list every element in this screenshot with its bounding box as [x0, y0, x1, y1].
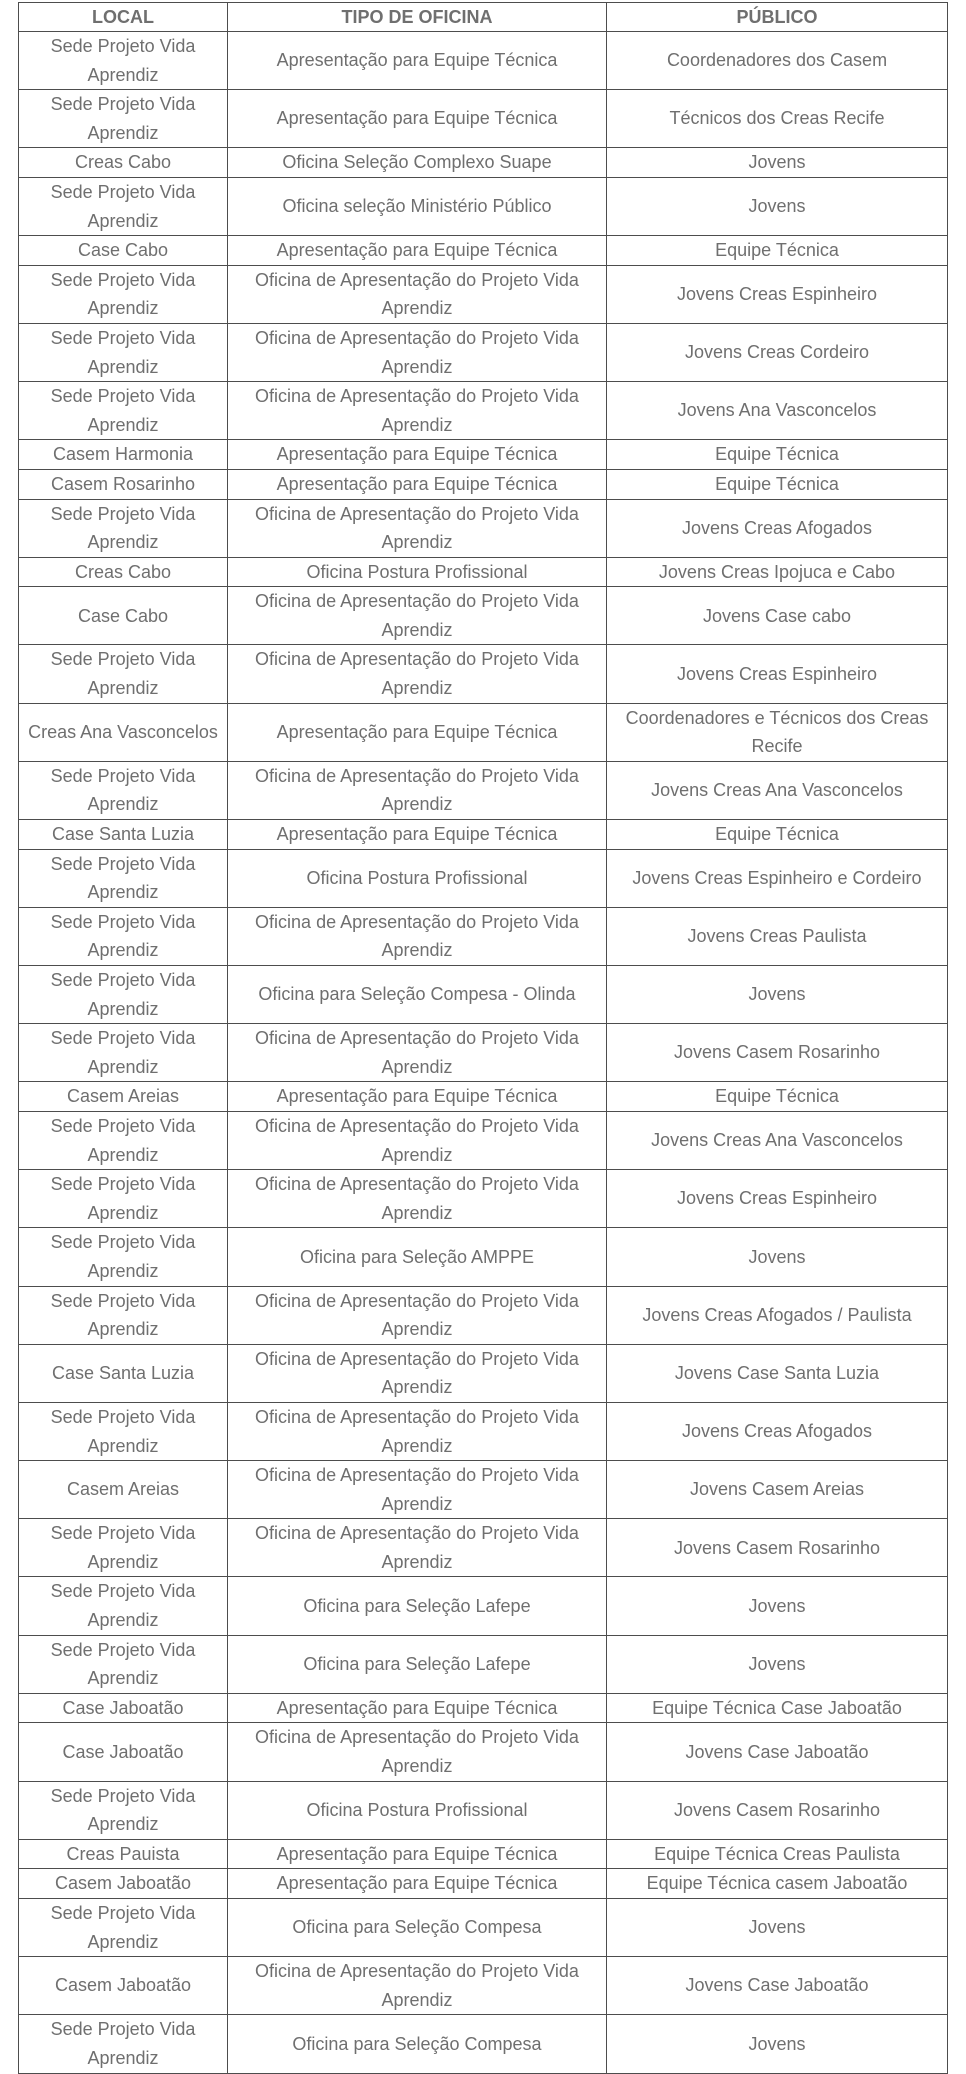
cell-publico: Equipe Técnica Creas Paulista — [607, 1839, 948, 1869]
table-row — [19, 1519, 948, 1577]
cell-local: Sede Projeto Vida Aprendiz — [19, 32, 228, 90]
table-row — [19, 2015, 948, 2073]
table-row — [19, 849, 948, 907]
cell-local: Sede Projeto Vida Aprendiz — [19, 323, 228, 381]
cell-local: Case Jaboatão — [19, 1723, 228, 1781]
cell-tipo-de-oficina: Apresentação para Equipe Técnica — [228, 32, 607, 90]
cell-local: Creas Ana Vasconcelos — [19, 703, 228, 761]
cell-publico: Jovens Creas Espinheiro — [607, 1170, 948, 1228]
cell-publico: Jovens Casem Rosarinho — [607, 1519, 948, 1577]
cell-tipo-de-oficina: Oficina para Seleção Compesa — [228, 2015, 607, 2073]
cell-local: Sede Projeto Vida Aprendiz — [19, 2015, 228, 2073]
cell-publico: Jovens Case Jaboatão — [607, 1957, 948, 2015]
cell-local: Sede Projeto Vida Aprendiz — [19, 1286, 228, 1344]
cell-tipo-de-oficina: Oficina de Apresentação do Projeto Vida Aprendiz — [228, 1111, 607, 1169]
cell-local: Sede Projeto Vida Aprendiz — [19, 90, 228, 148]
table-row — [19, 1082, 948, 1112]
cell-tipo-de-oficina: Oficina de Apresentação do Projeto Vida Aprendiz — [228, 1024, 607, 1082]
table-row — [19, 90, 948, 148]
cell-tipo-de-oficina: Oficina de Apresentação do Projeto Vida Aprendiz — [228, 645, 607, 703]
table-row — [19, 703, 948, 761]
cell-publico: Jovens Case Jaboatão — [607, 1723, 948, 1781]
cell-publico: Jovens — [607, 2015, 948, 2073]
cell-tipo-de-oficina: Apresentação para Equipe Técnica — [228, 469, 607, 499]
cell-local: Sede Projeto Vida Aprendiz — [19, 1519, 228, 1577]
column-header-local: LOCAL — [19, 3, 228, 32]
cell-publico: Equipe Técnica — [607, 820, 948, 850]
cell-local: Sede Projeto Vida Aprendiz — [19, 177, 228, 235]
cell-publico: Jovens Creas Cordeiro — [607, 323, 948, 381]
table-body — [19, 32, 948, 2074]
cell-publico: Jovens Creas Espinheiro — [607, 265, 948, 323]
cell-local: Sede Projeto Vida Aprendiz — [19, 761, 228, 819]
cell-local: Case Santa Luzia — [19, 820, 228, 850]
cell-local: Creas Pauista — [19, 1839, 228, 1869]
table-row — [19, 236, 948, 266]
table-row — [19, 1723, 948, 1781]
table-row — [19, 440, 948, 470]
table-row — [19, 499, 948, 557]
cell-local: Casem Rosarinho — [19, 469, 228, 499]
table-row — [19, 761, 948, 819]
cell-local: Sede Projeto Vida Aprendiz — [19, 1899, 228, 1957]
cell-publico: Jovens Creas Ana Vasconcelos — [607, 761, 948, 819]
table-row — [19, 1286, 948, 1344]
table-row — [19, 1635, 948, 1693]
cell-local: Sede Projeto Vida Aprendiz — [19, 645, 228, 703]
cell-tipo-de-oficina: Oficina Seleção Complexo Suape — [228, 148, 607, 178]
cell-local: Sede Projeto Vida Aprendiz — [19, 966, 228, 1024]
cell-tipo-de-oficina: Oficina para Seleção Compesa - Olinda — [228, 966, 607, 1024]
cell-publico: Equipe Técnica — [607, 469, 948, 499]
cell-publico: Coordenadores dos Casem — [607, 32, 948, 90]
cell-tipo-de-oficina: Oficina de Apresentação do Projeto Vida Aprendiz — [228, 1723, 607, 1781]
cell-publico: Técnicos dos Creas Recife — [607, 90, 948, 148]
table-row — [19, 907, 948, 965]
cell-tipo-de-oficina: Oficina para Seleção Compesa — [228, 1899, 607, 1957]
table-row — [19, 1402, 948, 1460]
cell-publico: Jovens Casem Rosarinho — [607, 1781, 948, 1839]
cell-publico: Jovens — [607, 177, 948, 235]
table-row — [19, 1957, 948, 2015]
column-header-publico: PÚBLICO — [607, 3, 948, 32]
cell-publico: Equipe Técnica casem Jaboatão — [607, 1869, 948, 1899]
cell-local: Sede Projeto Vida Aprendiz — [19, 907, 228, 965]
cell-local: Casem Harmonia — [19, 440, 228, 470]
cell-tipo-de-oficina: Oficina de Apresentação do Projeto Vida Aprendiz — [228, 382, 607, 440]
cell-local: Sede Projeto Vida Aprendiz — [19, 1402, 228, 1460]
cell-tipo-de-oficina: Oficina de Apresentação do Projeto Vida Aprendiz — [228, 587, 607, 645]
cell-local: Case Jaboatão — [19, 1693, 228, 1723]
cell-local: Sede Projeto Vida Aprendiz — [19, 1635, 228, 1693]
cell-publico: Jovens — [607, 1228, 948, 1286]
cell-local: Creas Cabo — [19, 557, 228, 587]
cell-publico: Coordenadores e Técnicos dos Creas Recife — [607, 703, 948, 761]
cell-publico: Equipe Técnica — [607, 440, 948, 470]
cell-tipo-de-oficina: Oficina de Apresentação do Projeto Vida Aprendiz — [228, 907, 607, 965]
header-row — [19, 3, 948, 32]
cell-publico: Jovens Creas Ana Vasconcelos — [607, 1111, 948, 1169]
cell-local: Sede Projeto Vida Aprendiz — [19, 1024, 228, 1082]
table-row — [19, 966, 948, 1024]
cell-publico: Equipe Técnica — [607, 1082, 948, 1112]
table-row — [19, 1024, 948, 1082]
cell-tipo-de-oficina: Oficina de Apresentação do Projeto Vida Aprendiz — [228, 1461, 607, 1519]
cell-local: Case Cabo — [19, 236, 228, 266]
cell-tipo-de-oficina: Oficina de Apresentação do Projeto Vida Aprendiz — [228, 1957, 607, 2015]
cell-publico: Jovens Case Santa Luzia — [607, 1344, 948, 1402]
cell-publico: Jovens Creas Afogados — [607, 499, 948, 557]
table-row — [19, 1170, 948, 1228]
cell-tipo-de-oficina: Oficina Postura Profissional — [228, 849, 607, 907]
cell-publico: Equipe Técnica — [607, 236, 948, 266]
cell-publico: Jovens Creas Afogados — [607, 1402, 948, 1460]
table-row — [19, 1228, 948, 1286]
table-row — [19, 177, 948, 235]
cell-tipo-de-oficina: Oficina de Apresentação do Projeto Vida Aprendiz — [228, 1402, 607, 1460]
table-header — [19, 3, 948, 32]
cell-tipo-de-oficina: Oficina seleção Ministério Público — [228, 177, 607, 235]
table-row — [19, 469, 948, 499]
table-row — [19, 265, 948, 323]
cell-local: Casem Jaboatão — [19, 1869, 228, 1899]
workshops-table — [18, 2, 948, 2074]
table-row — [19, 820, 948, 850]
cell-tipo-de-oficina: Apresentação para Equipe Técnica — [228, 1082, 607, 1112]
cell-tipo-de-oficina: Oficina de Apresentação do Projeto Vida Aprendiz — [228, 761, 607, 819]
cell-tipo-de-oficina: Oficina de Apresentação do Projeto Vida Aprendiz — [228, 1170, 607, 1228]
cell-tipo-de-oficina: Apresentação para Equipe Técnica — [228, 440, 607, 470]
cell-tipo-de-oficina: Oficina de Apresentação do Projeto Vida Aprendiz — [228, 1519, 607, 1577]
cell-local: Case Cabo — [19, 587, 228, 645]
cell-tipo-de-oficina: Oficina para Seleção Lafepe — [228, 1635, 607, 1693]
cell-local: Creas Cabo — [19, 148, 228, 178]
cell-local: Sede Projeto Vida Aprendiz — [19, 849, 228, 907]
cell-tipo-de-oficina: Oficina para Seleção Lafepe — [228, 1577, 607, 1635]
table-row — [19, 148, 948, 178]
cell-publico: Jovens — [607, 966, 948, 1024]
cell-tipo-de-oficina: Apresentação para Equipe Técnica — [228, 703, 607, 761]
cell-tipo-de-oficina: Apresentação para Equipe Técnica — [228, 90, 607, 148]
cell-publico: Jovens Ana Vasconcelos — [607, 382, 948, 440]
cell-local: Casem Jaboatão — [19, 1957, 228, 2015]
cell-publico: Jovens Creas Espinheiro e Cordeiro — [607, 849, 948, 907]
cell-tipo-de-oficina: Apresentação para Equipe Técnica — [228, 820, 607, 850]
table-row — [19, 1693, 948, 1723]
workshops-table-container — [18, 2, 947, 2074]
cell-tipo-de-oficina: Oficina de Apresentação do Projeto Vida Aprendiz — [228, 1344, 607, 1402]
cell-tipo-de-oficina: Oficina de Apresentação do Projeto Vida Aprendiz — [228, 1286, 607, 1344]
table-row — [19, 645, 948, 703]
table-row — [19, 1869, 948, 1899]
cell-local: Sede Projeto Vida Aprendiz — [19, 382, 228, 440]
cell-publico: Jovens Creas Afogados / Paulista — [607, 1286, 948, 1344]
cell-tipo-de-oficina: Oficina Postura Profissional — [228, 557, 607, 587]
cell-tipo-de-oficina: Oficina Postura Profissional — [228, 1781, 607, 1839]
cell-local: Sede Projeto Vida Aprendiz — [19, 1170, 228, 1228]
table-row — [19, 1344, 948, 1402]
cell-local: Case Santa Luzia — [19, 1344, 228, 1402]
cell-tipo-de-oficina: Apresentação para Equipe Técnica — [228, 236, 607, 266]
table-row — [19, 1839, 948, 1869]
cell-tipo-de-oficina: Oficina de Apresentação do Projeto Vida Aprendiz — [228, 265, 607, 323]
cell-tipo-de-oficina: Oficina para Seleção AMPPE — [228, 1228, 607, 1286]
table-row — [19, 1577, 948, 1635]
cell-local: Sede Projeto Vida Aprendiz — [19, 1111, 228, 1169]
cell-publico: Jovens Creas Espinheiro — [607, 645, 948, 703]
cell-local: Casem Areias — [19, 1461, 228, 1519]
table-row — [19, 1899, 948, 1957]
table-row — [19, 1461, 948, 1519]
cell-tipo-de-oficina: Oficina de Apresentação do Projeto Vida Aprendiz — [228, 323, 607, 381]
cell-tipo-de-oficina: Apresentação para Equipe Técnica — [228, 1839, 607, 1869]
cell-tipo-de-oficina: Apresentação para Equipe Técnica — [228, 1869, 607, 1899]
cell-publico: Jovens Casem Areias — [607, 1461, 948, 1519]
cell-local: Sede Projeto Vida Aprendiz — [19, 1577, 228, 1635]
cell-tipo-de-oficina: Oficina de Apresentação do Projeto Vida Aprendiz — [228, 499, 607, 557]
cell-local: Sede Projeto Vida Aprendiz — [19, 1781, 228, 1839]
cell-publico: Jovens Creas Paulista — [607, 907, 948, 965]
table-row — [19, 1111, 948, 1169]
cell-publico: Jovens Case cabo — [607, 587, 948, 645]
table-row — [19, 587, 948, 645]
column-header-tipo-de-oficina: TIPO DE OFICINA — [228, 3, 607, 32]
cell-local: Sede Projeto Vida Aprendiz — [19, 499, 228, 557]
table-row — [19, 382, 948, 440]
cell-publico: Jovens Creas Ipojuca e Cabo — [607, 557, 948, 587]
cell-local: Sede Projeto Vida Aprendiz — [19, 1228, 228, 1286]
table-row — [19, 1781, 948, 1839]
cell-publico: Jovens — [607, 148, 948, 178]
table-row — [19, 32, 948, 90]
cell-publico: Jovens Casem Rosarinho — [607, 1024, 948, 1082]
cell-publico: Jovens — [607, 1899, 948, 1957]
cell-local: Sede Projeto Vida Aprendiz — [19, 265, 228, 323]
cell-tipo-de-oficina: Apresentação para Equipe Técnica — [228, 1693, 607, 1723]
table-row — [19, 323, 948, 381]
table-row — [19, 557, 948, 587]
cell-publico: Equipe Técnica Case Jaboatão — [607, 1693, 948, 1723]
cell-publico: Jovens — [607, 1577, 948, 1635]
cell-local: Casem Areias — [19, 1082, 228, 1112]
cell-publico: Jovens — [607, 1635, 948, 1693]
